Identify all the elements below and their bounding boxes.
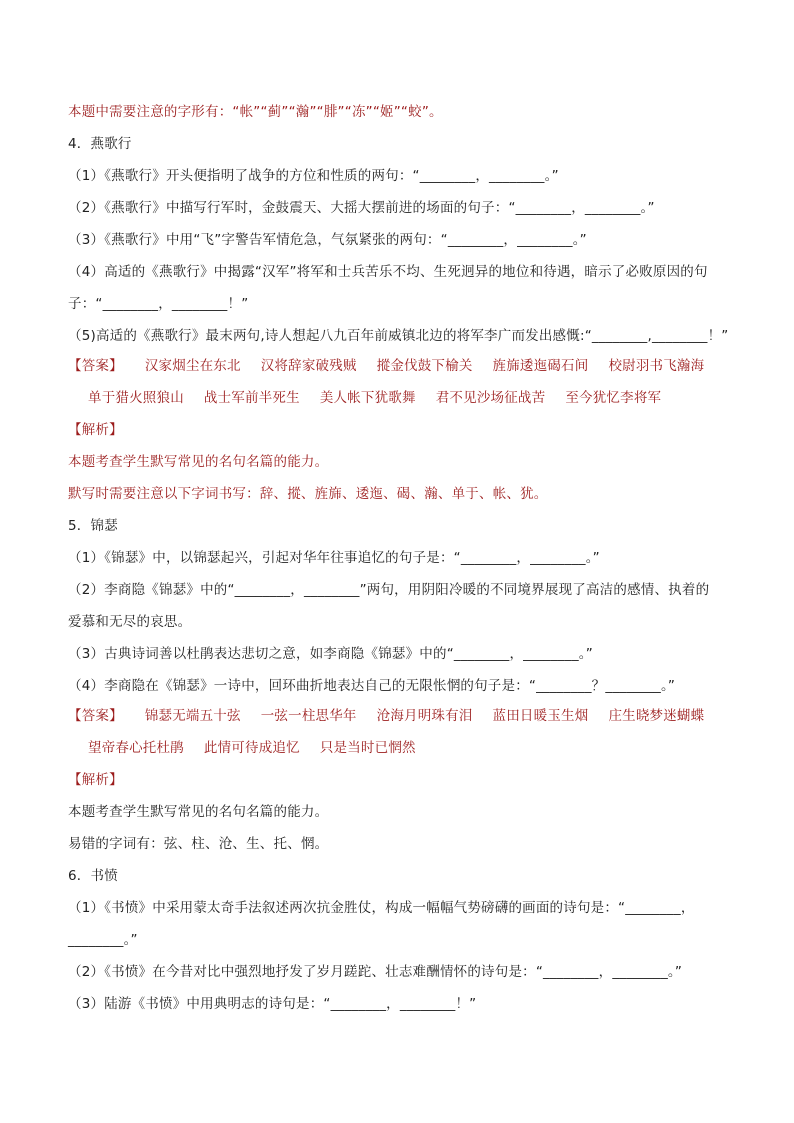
answer-item: 庄生晓梦迷蝴蝶	[608, 708, 705, 724]
section-heading: 5．锦瑟	[68, 518, 118, 534]
answer-item: 只是当时已惘然	[319, 740, 416, 756]
question-line: （3）古典诗词善以杜鹃表达悲切之意，如李商隐《锦瑟》中的“________，________。”	[68, 646, 593, 662]
analysis-line: 易错的字词有：弦、柱、沧、生、托、惘。	[68, 836, 329, 852]
answer-item: 一弦一柱思华年	[260, 708, 357, 724]
answer-item: 战士军前半死生	[203, 390, 300, 406]
question-line: （3）陆游《书愤》中用典明志的诗句是：“________，________！”	[68, 996, 477, 1012]
answer-item: 校尉羽书飞瀚海	[608, 358, 705, 374]
question-line: （4）高适的《燕歌行》中揭露“汉军”将军和士兵苦乐不均、生死迥异的地位和待遇，暗示了必败原因的句	[68, 264, 708, 280]
question-line: （4）李商隐在《锦瑟》一诗中，回环曲折地表达自己的无限怅惘的句子是：“________？________。”	[68, 678, 676, 694]
answer-item: 锦瑟无端五十弦	[144, 708, 241, 724]
answer-item: 此情可待成追忆	[203, 740, 300, 756]
question-line: 子：“________，________！”	[68, 296, 249, 312]
note-line: 本题中需要注意的字形有：“帐”“蓟”“瀚”“腓”“冻”“姬”“蛟”。	[68, 104, 443, 120]
answer-item: 摐金伐鼓下榆关	[376, 358, 473, 374]
question-line: 爱慕和无尽的哀思。	[68, 614, 192, 630]
answer-line	[88, 738, 436, 758]
answer-label: 【答案】	[68, 358, 123, 374]
answer-line	[88, 388, 681, 408]
answer-line	[68, 706, 724, 726]
question-line: （2）《燕歌行》中描写行军时，金鼓震天、大摇大摆前进的场面的句子：“________，________。”	[68, 200, 655, 216]
question-line: （1）《书愤》中采用蒙太奇手法叙述两次抗金胜仗，构成一幅幅气势磅礴的画面的诗句是：“________，	[68, 900, 695, 916]
analysis-label: 【解析】	[68, 772, 123, 788]
answer-item: 沧海月明珠有泪	[376, 708, 473, 724]
question-line: ________。”	[68, 932, 138, 948]
analysis-line: 本题考查学生默写常见的名句名篇的能力。	[68, 804, 329, 820]
question-line: （5)高适的《燕歌行》最末两句,诗人想起八九百年前威镇北边的将军李广而发出感慨:“________,________！”	[68, 328, 729, 344]
answer-item: 至今犹忆李将军	[565, 390, 662, 406]
analysis-line: 本题考查学生默写常见的名句名篇的能力。	[68, 454, 329, 470]
section-heading: 6．书愤	[68, 868, 118, 884]
answer-item: 单于猎火照狼山	[88, 390, 184, 406]
answer-item: 汉家烟尘在东北	[144, 358, 241, 374]
answer-label: 【答案】	[68, 708, 123, 724]
answer-item: 旌旆逶迤碣石间	[492, 358, 589, 374]
section-heading: 4．燕歌行	[68, 136, 132, 152]
question-line: （1）《燕歌行》开头便指明了战争的方位和性质的两句：“________，________。”	[68, 168, 559, 184]
answer-item: 君不见沙场征战苦	[435, 390, 546, 406]
question-line: （1）《锦瑟》中，以锦瑟起兴，引起对华年往事追忆的句子是：“________，________。”	[68, 550, 600, 566]
question-line: （2）《书愤》在今昔对比中强烈地抒发了岁月蹉跎、壮志难酬情怀的诗句是：“________，________。”	[68, 964, 683, 980]
analysis-label: 【解析】	[68, 422, 123, 438]
answer-line	[68, 356, 724, 376]
answer-item: 蓝田日暖玉生烟	[492, 708, 589, 724]
question-line: （3）《燕歌行》中用“飞”字警告军情危急，气氛紧张的两句：“________，________。”	[68, 232, 587, 248]
answer-item: 汉将辞家破残贼	[260, 358, 357, 374]
answer-item: 美人帐下犹歌舞	[319, 390, 416, 406]
answer-item: 望帝春心托杜鹃	[88, 740, 184, 756]
question-line: （2）李商隐《锦瑟》中的“________，________”两句，用阴阳冷暖的不同境界展现了高洁的感情、执着的	[68, 582, 710, 598]
analysis-line: 默写时需要注意以下字词书写：辞、摐、旌旆、逶迤、碣、瀚、单于、帐、犹。	[68, 486, 548, 502]
